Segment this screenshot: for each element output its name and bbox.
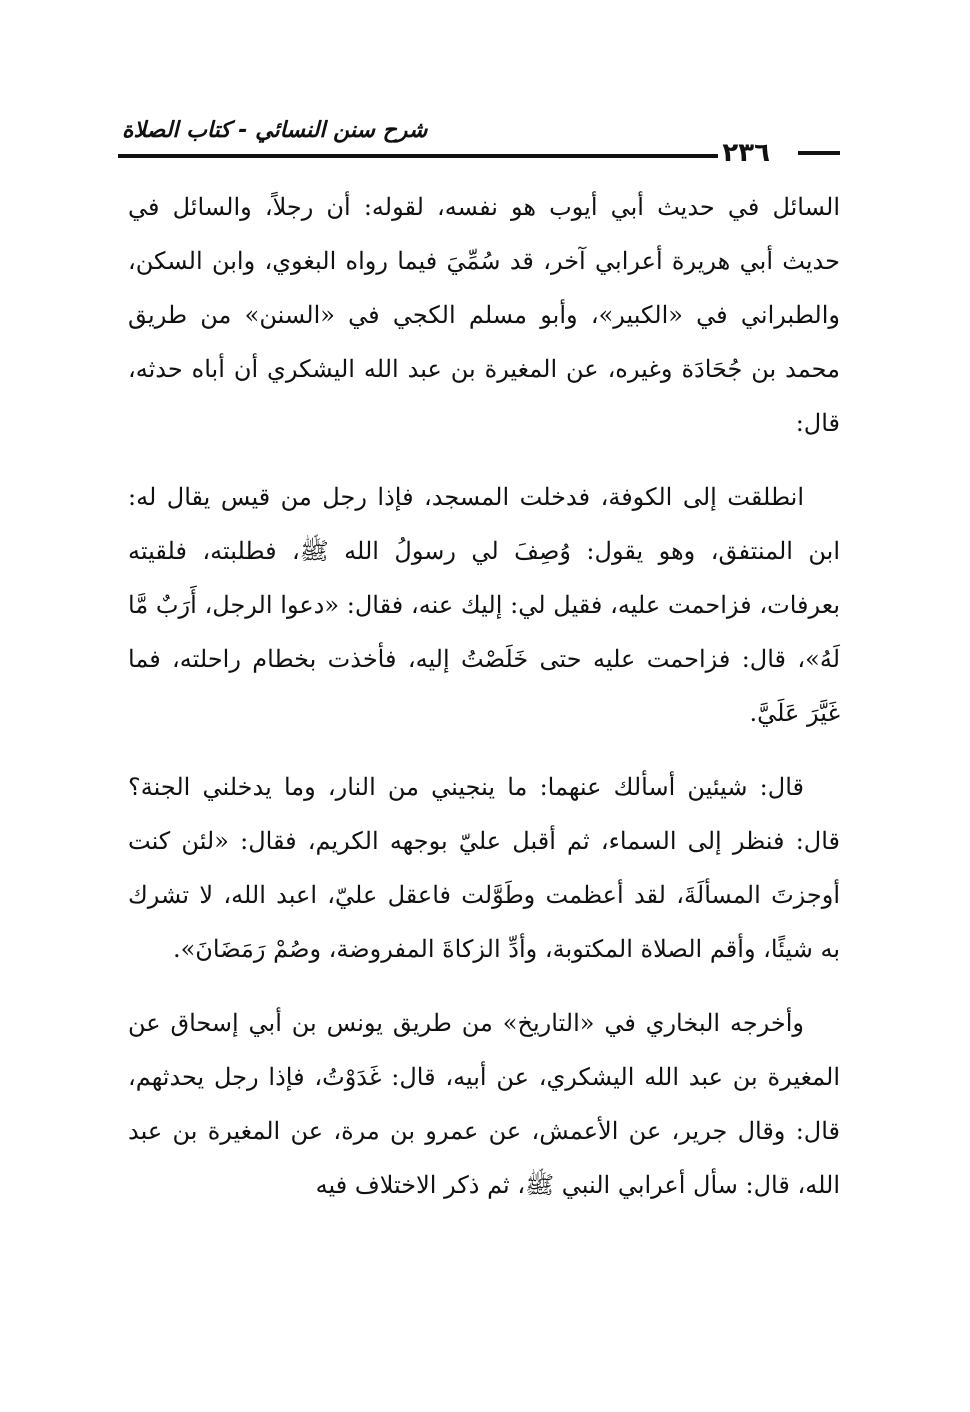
- page-header: [118, 118, 840, 168]
- paragraph-gap: [128, 976, 840, 996]
- paragraph-1: السائل في حديث أبي أيوب هو نفسه، لقوله: أن رجلاً، والسائل في حديث أبي هريرة أعرابي آخر، قد سُمِّيَ فيما رواه البغوي، وابن السكن، والطبراني في «الكبير»، وأبو مسلم الكجي في «السنن» من طريق محمد بن جُحَادَة وغيره، عن المغيرة بن عبد الله اليشكري أن أباه حدثه، قال:: [128, 193, 841, 437]
- header-rule: [118, 154, 718, 158]
- paragraph-2: انطلقت إلى الكوفة، فدخلت المسجد، فإذا رجل من قيس يقال له: ابن المنتفق، وهو يقول: وُصِفَ لي رسولُ الله ﷺ، فطلبته، فلقيته بعرفات، فزاحمت عليه، فقيل لي: إليك عنه، فقال: «دعوا الرجل، أَرَبٌ مَّا لَهُ»، قال: فزاحمت عليه حتى خَلَصْتُ إليه، فأخذت بخطام راحلته، فما غَيَّرَ عَلَيَّ.: [128, 483, 840, 727]
- paragraph-gap: [128, 740, 840, 760]
- page-body: [128, 180, 840, 1212]
- paragraph-3: قال: شيئين أسألك عنهما: ما ينجيني من النار، وما يدخلني الجنة؟ قال: فنظر إلى السماء، ثم أقبل عليّ بوجهه الكريم، فقال: «لئن كنت أوجزتَ المسألَةَ، لقد أعظمت وطَوَّلت فاعقل عليّ، اعبد الله، لا تشرك به شيئًا، وأقم الصلاة المكتوبة، وأدِّ الزكاةَ المفروضة، وصُمْ رَمَضَانَ».: [128, 773, 840, 963]
- paragraph-gap: [128, 450, 840, 470]
- page-number: ٢٣٦: [722, 138, 770, 168]
- paragraph-4: وأخرجه البخاري في «التاريخ» من طريق يونس بن أبي إسحاق عن المغيرة بن عبد الله اليشكري، عن أبيه، قال: غَدَوْتُ، فإذا رجل يحدثهم، قال: وقال جرير، عن الأعمش، عن عمرو بن مرة، عن المغيرة بن عبد الله، قال: سأل أعرابي النبي ﷺ، ثم ذكر الاختلاف فيه: [128, 1009, 840, 1199]
- running-title: شرح سنن النسائي - كتاب الصلاة: [122, 118, 428, 143]
- header-dash: [798, 151, 840, 155]
